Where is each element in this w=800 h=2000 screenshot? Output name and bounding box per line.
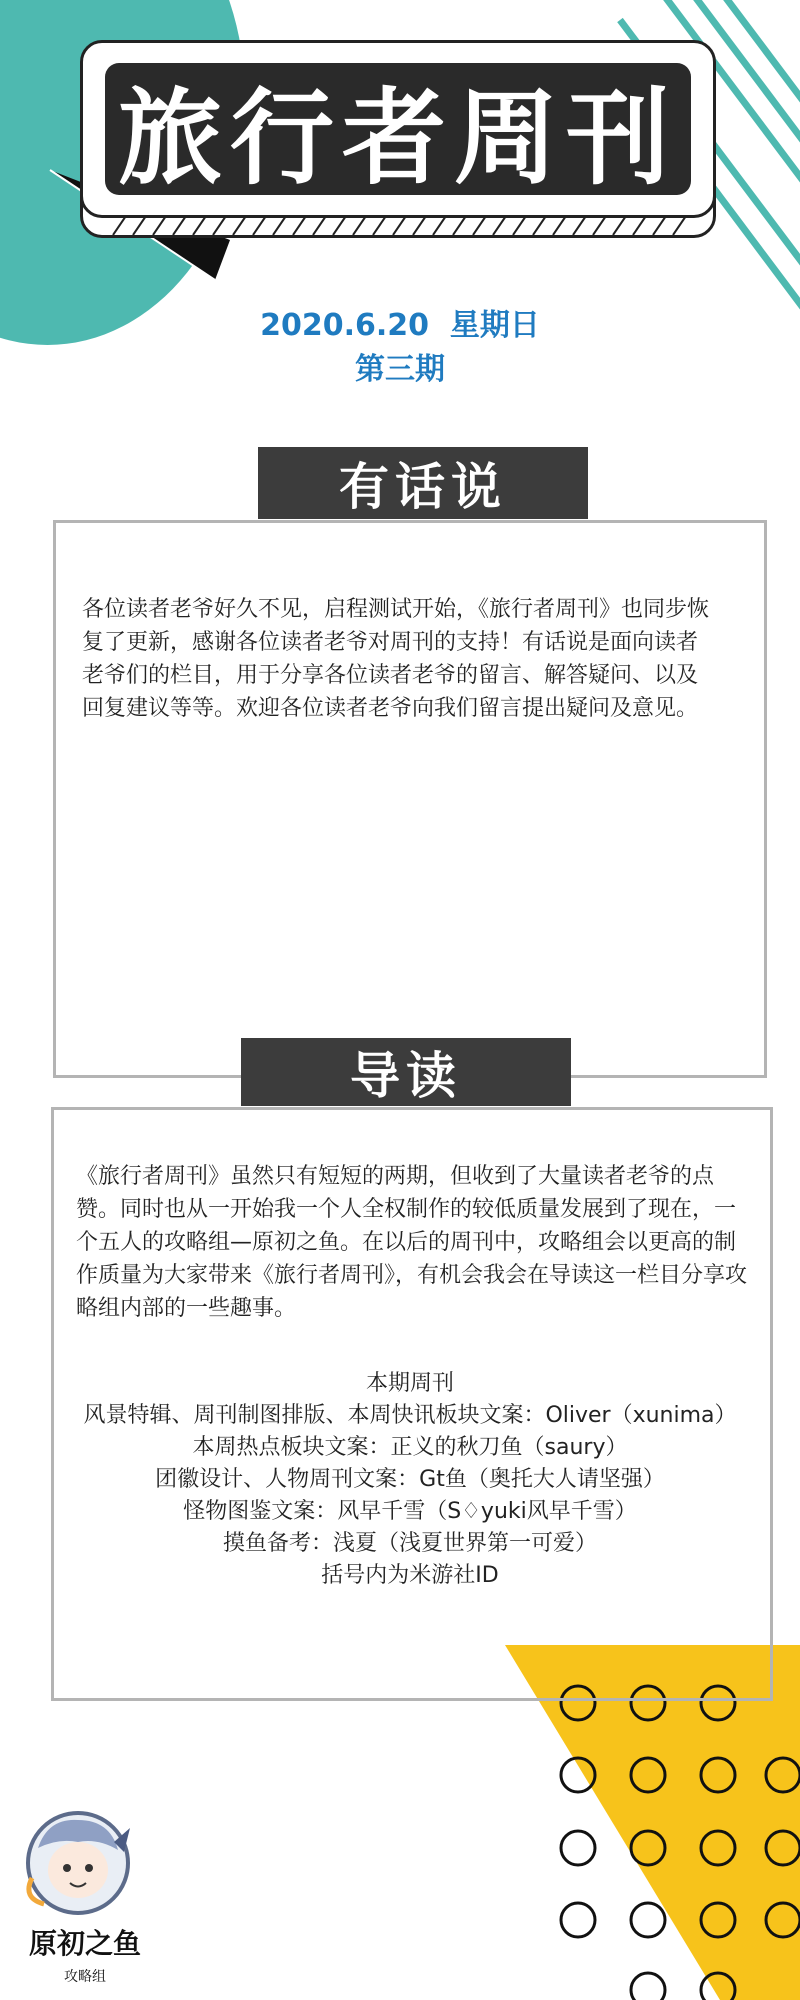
section2-paragraph: 《旅行者周刊》虽然只有短短的两期，但收到了大量读者老爷的点赞。同时也从一开始我一个人全权制作的较低质量发展到了现在，一个五人的攻略组—原初之鱼。在以后的周刊中，攻略组会以更高的制作质量为大家带来《旅行者周刊》，有机会我会在导读这一栏目分享攻略组内部的一些趣事。 — [76, 1164, 748, 1321]
credits-line: 风景特辑、周刊制图排版、本周快讯板块文案：Oliver（xunima） — [83, 1403, 737, 1428]
credits-line: 本周热点板块文案：正义的秋刀鱼（saury） — [192, 1435, 628, 1460]
masthead-card — [80, 40, 716, 218]
credits-line: 团徽设计、人物周刊文案：Gt鱼（奥托大人请坚强） — [155, 1467, 665, 1492]
credits-line: 怪物图鉴文案：风早千雪（S♢yuki风早千雪） — [183, 1499, 637, 1524]
credits-line: 摸鱼备考：浅夏（浅夏世界第一可爱） — [222, 1531, 597, 1556]
credits-line: 括号内为米游社ID — [321, 1563, 499, 1588]
logo-subtitle: 攻略组 — [64, 1969, 106, 1985]
logo-emblem-icon — [18, 1808, 138, 1918]
credits-title: 本期周刊 — [365, 1371, 454, 1396]
section1-heading: 有话说 — [258, 447, 588, 519]
credits-block — [50, 1368, 770, 1592]
masthead-title: 旅行者周刊 — [105, 63, 691, 195]
issue-date: 2020.6.20 星期日 — [260, 308, 540, 343]
logo-name: 原初之鱼 — [28, 1927, 141, 1960]
section1-paragraph: 各位读者老爷好久不见，启程测试开始，《旅行者周刊》也同步恢复了更新，感谢各位读者老爷对周刊的支持！有话说是面向读者老爷们的栏目，用于分享各位读者老爷的留言、解答疑问、以及回复建议等等。欢迎各位读者老爷向我们留言提出疑问及意见。 — [82, 597, 710, 721]
issue-number: 第三期 — [355, 352, 445, 387]
section2-heading: 导读 — [241, 1038, 571, 1106]
